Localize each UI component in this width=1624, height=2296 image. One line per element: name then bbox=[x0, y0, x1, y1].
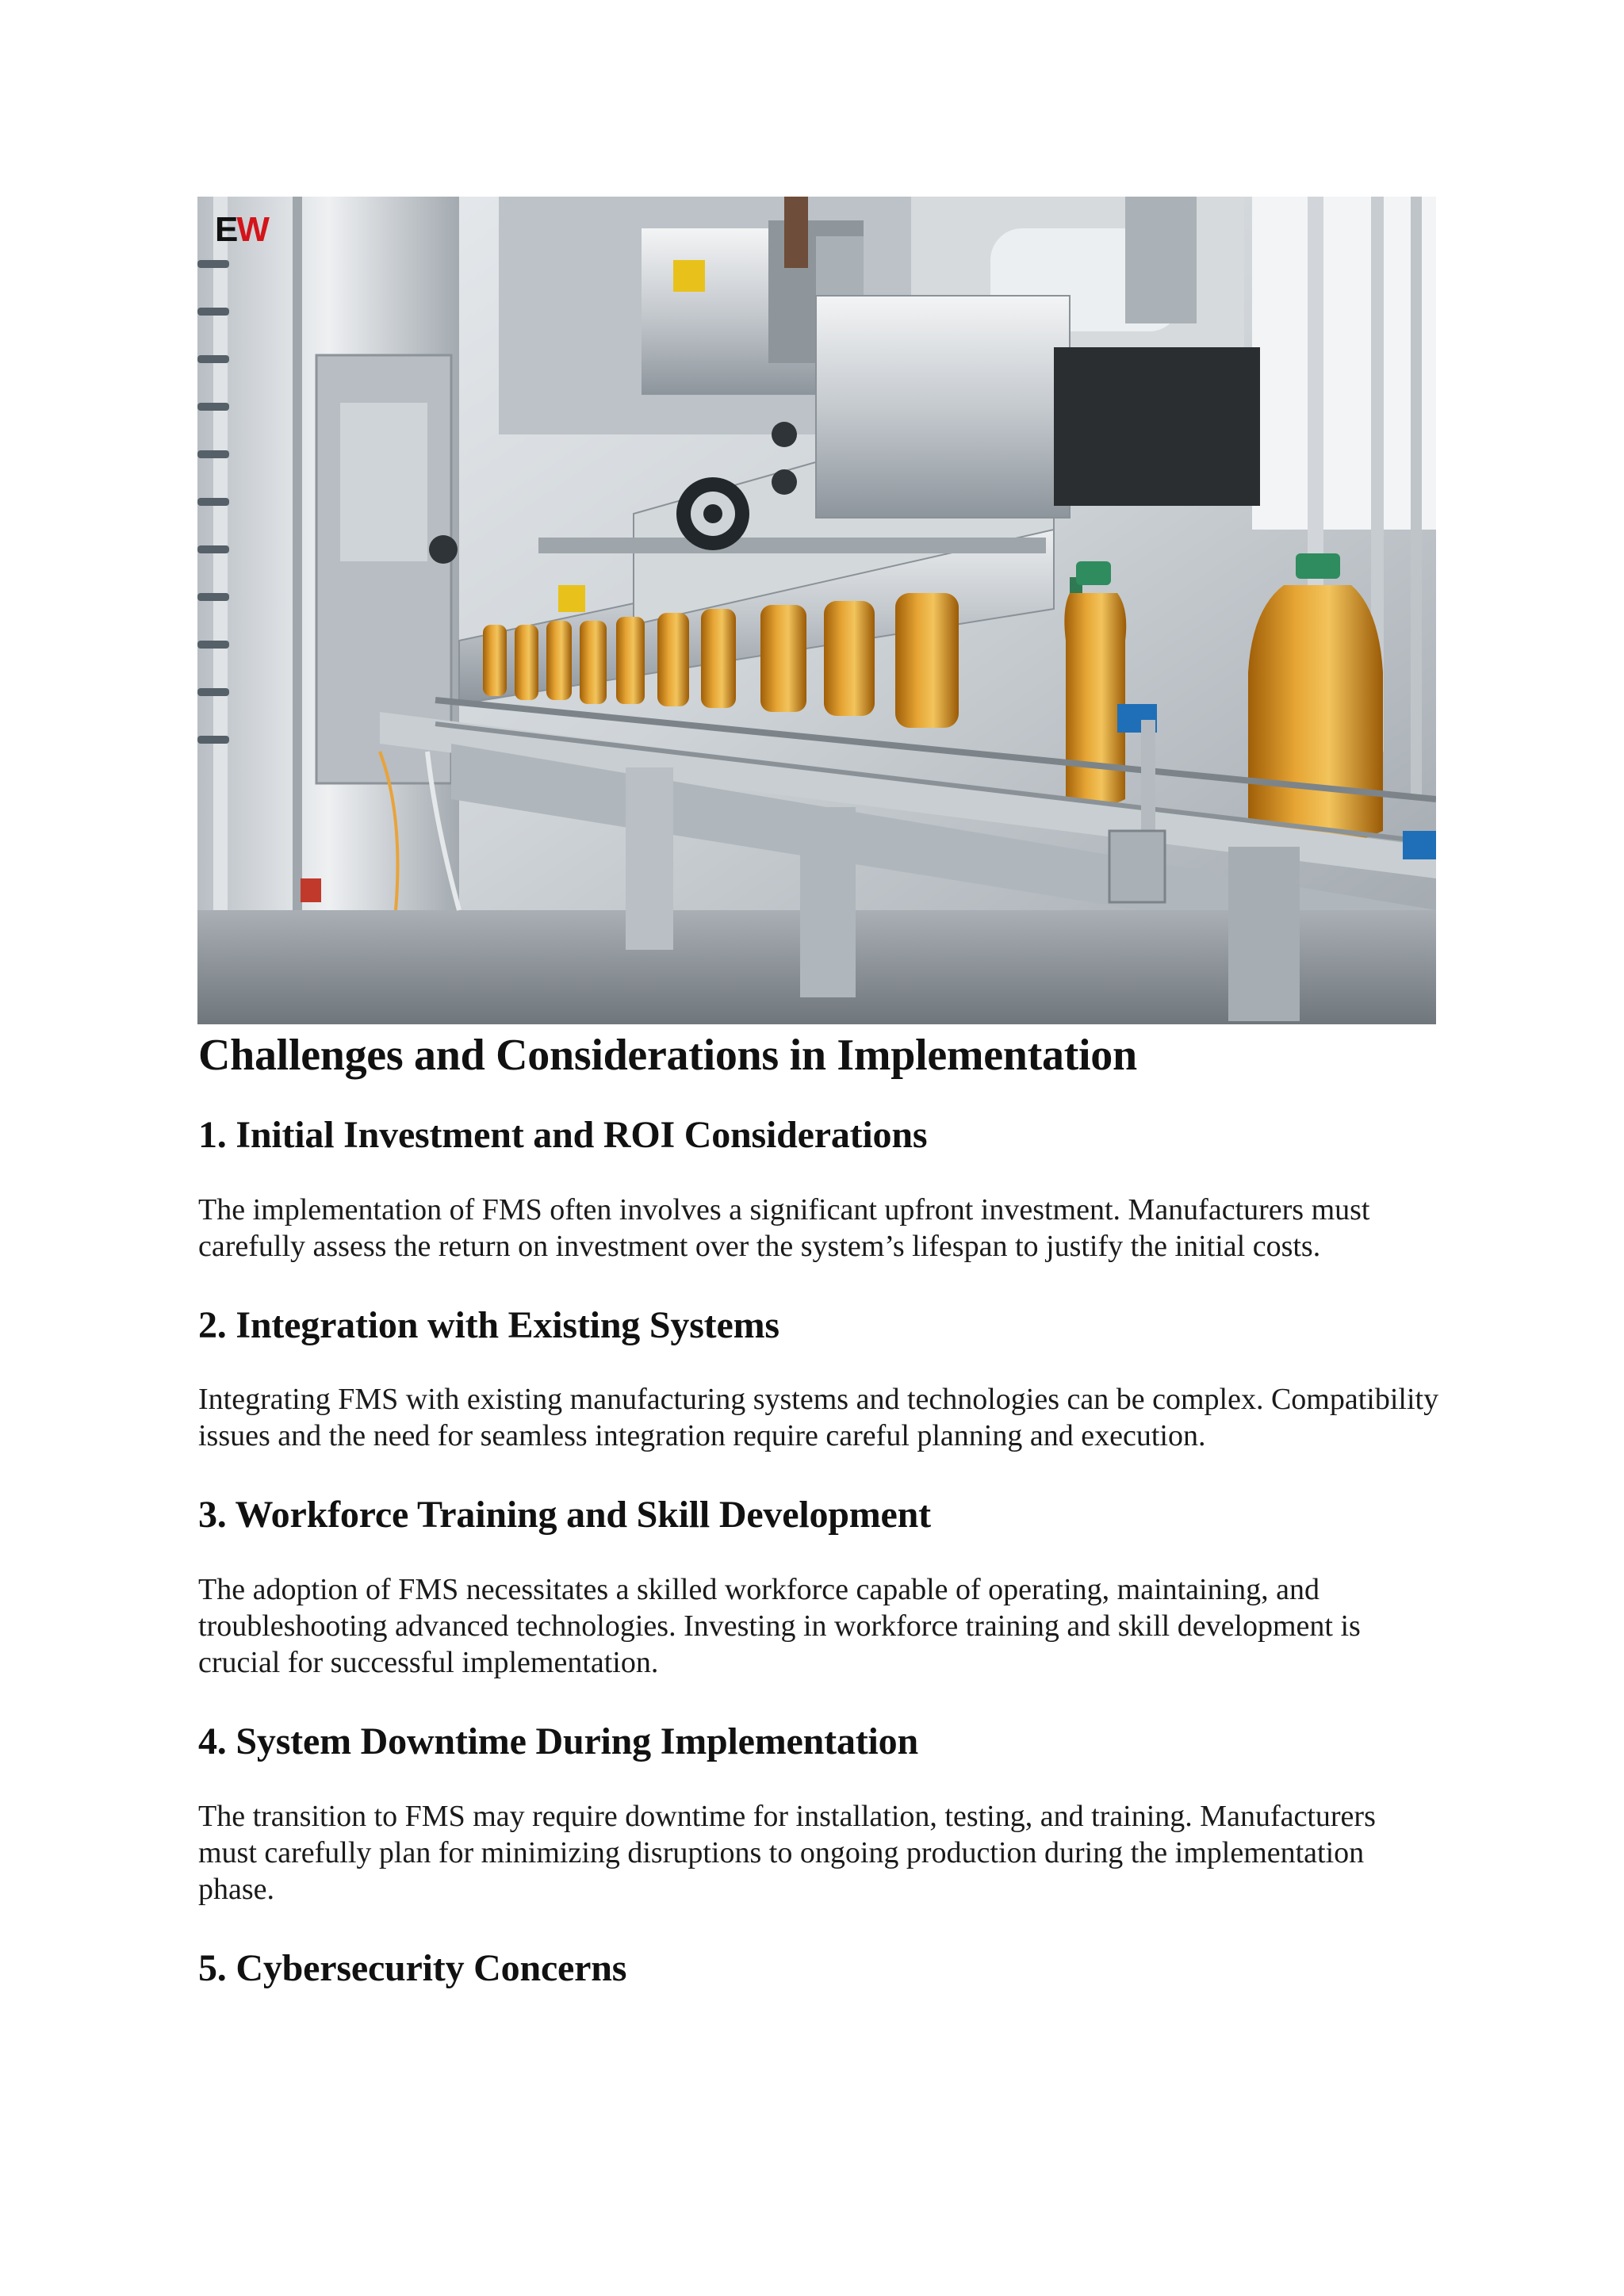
section-heading-3: 3. Workforce Training and Skill Development bbox=[198, 1494, 931, 1536]
article-body bbox=[198, 1024, 1439, 1991]
section-heading-2: 2. Integration with Existing Systems bbox=[198, 1303, 779, 1346]
brand-logo: EW bbox=[215, 210, 268, 249]
section-heading-1: 1. Initial Investment and ROI Considerations bbox=[198, 1114, 928, 1157]
section-body-1: The implementation of FMS often involves a significant upfront investment. Manufacturers must carefully assess the return on investment over the system’s lifespan to justify the initial costs. bbox=[198, 1192, 1370, 1263]
bottling-line-photo bbox=[197, 197, 1436, 1024]
section-body-2: Integrating FMS with existing manufacturing systems and technologies can be complex. Compatibility issues and the need for seamless integration require careful planning and execution. bbox=[198, 1383, 1439, 1453]
page-title: Challenges and Considerations in Implementation bbox=[198, 1031, 1137, 1080]
photo-illustration bbox=[197, 197, 1436, 1024]
section-body-4: The transition to FMS may require downtime for installation, testing, and training. Manufacturers must carefully plan for minimizing disruptions to ongoing production during the implementation phase. bbox=[198, 1799, 1376, 1906]
section-heading-5: 5. Cybersecurity Concerns bbox=[198, 1946, 627, 1989]
section-heading-4: 4. System Downtime During Implementation bbox=[198, 1720, 918, 1762]
section-body-3: The adoption of FMS necessitates a skilled workforce capable of operating, maintaining, and troubleshooting advanced technologies. Investing in workforce training and skill development is crucial for successful implementation. bbox=[198, 1572, 1361, 1679]
